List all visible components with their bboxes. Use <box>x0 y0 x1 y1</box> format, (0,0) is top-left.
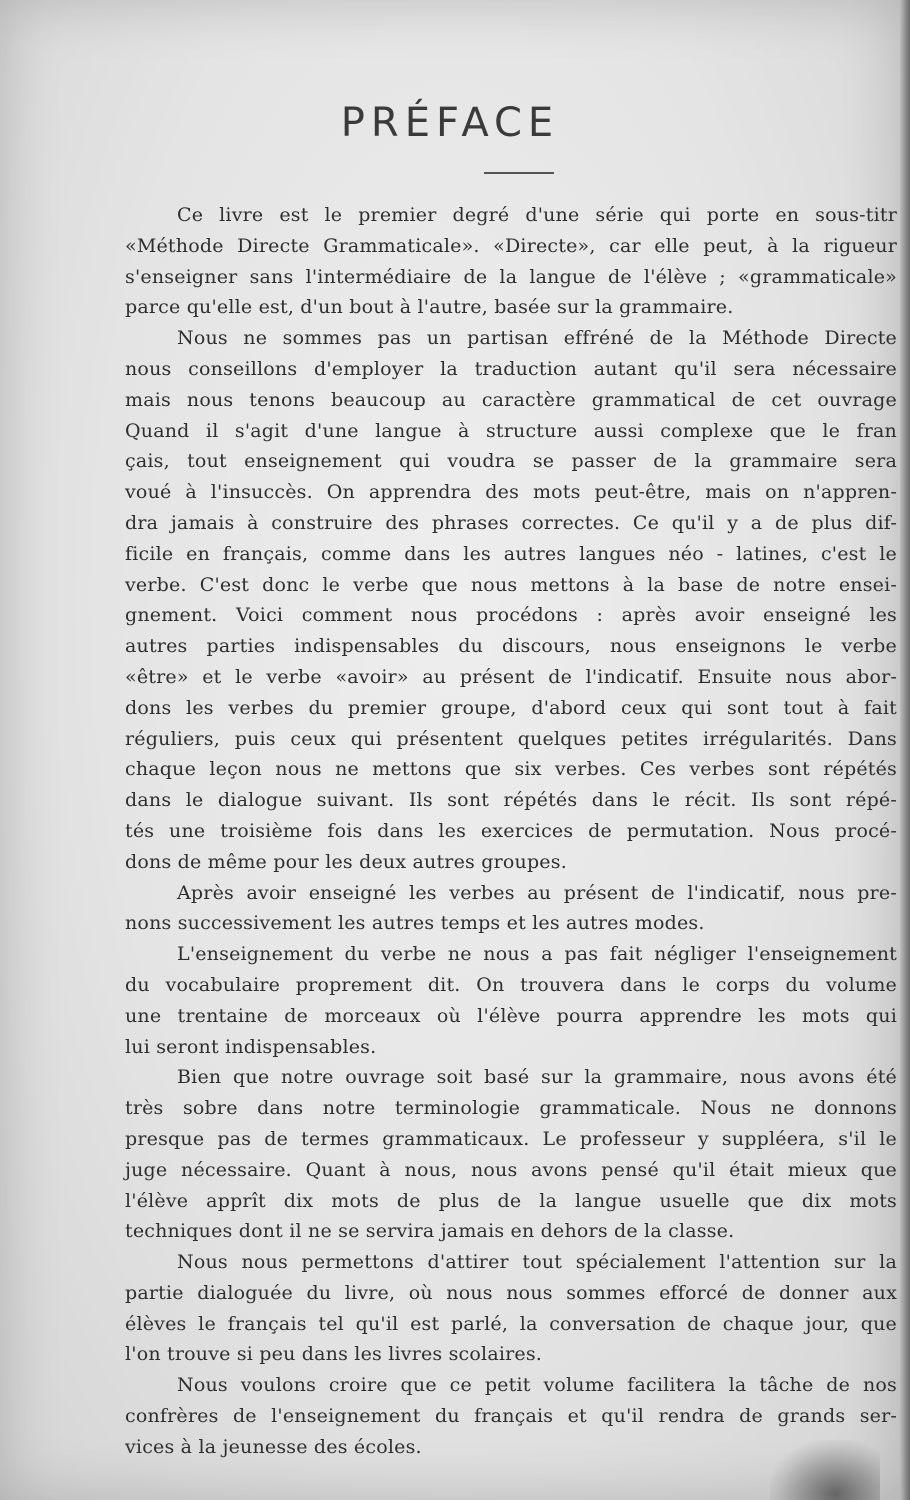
text-line: Nous nous permettons d'attirer tout spécialement l'attention sur la <box>177 1251 897 1274</box>
text-line: partie dialoguée du livre, où nous nous sommes efforcé de donner aux <box>125 1281 897 1304</box>
paragraph <box>125 200 897 323</box>
paragraph <box>125 939 897 1062</box>
text-line: Ce livre est le premier degré d'une série qui porte en sous-titr <box>177 204 897 226</box>
text-line: Nous voulons croire que ce petit volume facilitera la tâche de nos <box>177 1374 897 1397</box>
paragraph <box>125 878 897 940</box>
text-line: verbe. C'est donc le verbe que nous mettons à la base de notre ensei- <box>125 573 897 596</box>
text-line: L'enseignement du verbe ne nous a pas fait négliger l'enseignement <box>177 943 897 966</box>
text-line: du vocabulaire proprement dit. On trouvera dans le corps du volume <box>125 973 897 996</box>
paragraph <box>125 1062 897 1247</box>
text-line: gnement. Voici comment nous procédons : après avoir enseigné les <box>125 604 897 627</box>
page-stain <box>770 1440 880 1500</box>
text-line: mais nous tenons beaucoup au caractère grammatical de cet ouvrage <box>125 388 897 411</box>
text-line: dons les verbes du premier groupe, d'abord ceux qui sont tout à fait <box>125 696 897 719</box>
text-line: «Méthode Directe Grammaticale». «Directe», car elle peut, à la rigueur <box>125 234 897 257</box>
paragraph <box>125 1247 897 1370</box>
preface-body <box>125 200 897 1463</box>
paragraph <box>125 323 897 877</box>
text-line: ficile en français, comme dans les autres langues néo - latines, c'est le <box>125 542 897 565</box>
text-line: «être» et le verbe «avoir» au présent de l'indicatif. Ensuite nous abor- <box>125 665 897 688</box>
text-line: dra jamais à construire des phrases correctes. Ce qu'il y a de plus dif- <box>125 511 897 534</box>
text-line: Après avoir enseigné les verbes au présent de l'indicatif, nous pre- <box>177 881 897 904</box>
title-divider <box>484 172 554 174</box>
text-line: dons de même pour les deux autres groupes. <box>125 850 567 873</box>
text-line: confrères de l'enseignement du français et qu'il rendra de grands ser- <box>125 1405 897 1428</box>
text-line: Bien que notre ouvrage soit basé sur la grammaire, nous avons été <box>177 1066 897 1089</box>
text-line: Nous ne sommes pas un partisan effréné de la Méthode Directe <box>177 327 897 350</box>
text-line: nous conseillons d'employer la traduction autant qu'il sera nécessaire <box>125 357 897 380</box>
text-line: dans le dialogue suivant. Ils sont répétés dans le récit. Ils sont répé- <box>125 789 897 812</box>
text-line: voué à l'insuccès. On apprendra des mots peut-être, mais on n'appren- <box>125 481 897 504</box>
text-line: juge nécessaire. Quant à nous, nous avons pensé qu'il était mieux que <box>125 1158 897 1181</box>
text-line: presque pas de termes grammaticaux. Le professeur y suppléera, s'il le <box>125 1127 897 1150</box>
text-line: autres parties indispensables du discours, nous enseignons le verbe <box>125 635 897 658</box>
text-line: une trentaine de morceaux où l'élève pourra apprendre les mots qui <box>125 1004 897 1027</box>
text-line: parce qu'elle est, d'un bout à l'autre, basée sur la grammaire. <box>125 296 734 319</box>
text-line: l'on trouve si peu dans les livres scolaires. <box>125 1343 543 1366</box>
text-line: nons successivement les autres temps et les autres modes. <box>125 912 705 935</box>
text-line: élèves le français tel qu'il est parlé, la conversation de chaque jour, que <box>125 1312 897 1335</box>
text-line: Quand il s'agit d'une langue à structure aussi complexe que le fran <box>125 419 897 442</box>
text-line: techniques dont il ne se servira jamais en dehors de la classe. <box>125 1220 735 1243</box>
text-line: tés une troisième fois dans les exercices de permutation. Nous procé- <box>125 819 897 842</box>
text-line: très sobre dans notre terminologie grammaticale. Nous ne donnons <box>125 1097 897 1120</box>
page-edge <box>900 0 910 1500</box>
page-title: PRÉFACE <box>340 100 560 146</box>
text-line: l'élève apprît dix mots de plus de la langue usuelle que dix mots <box>125 1189 897 1212</box>
text-line: çais, tout enseignement qui voudra se passer de la grammaire sera <box>125 450 897 473</box>
text-line: chaque leçon nous ne mettons que six verbes. Ces verbes sont répétés <box>125 758 897 781</box>
text-line: vices à la jeunesse des écoles. <box>125 1435 422 1458</box>
text-line: lui seront indispensables. <box>125 1035 377 1058</box>
text-line: s'enseigner sans l'intermédiaire de la langue de l'élève ; «grammaticale» <box>125 265 897 288</box>
text-line: réguliers, puis ceux qui présentent quelques petites irrégularités. Dans <box>125 727 897 750</box>
